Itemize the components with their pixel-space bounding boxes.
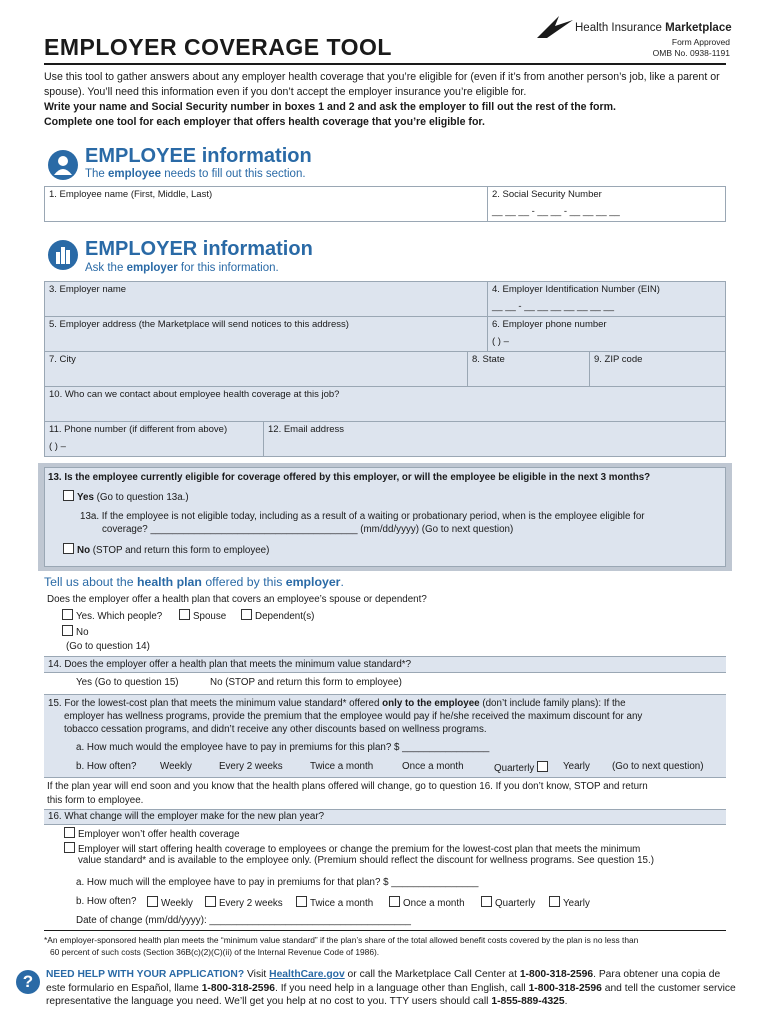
dependents-option[interactable]: Dependent(s) (241, 609, 314, 622)
employee-section-title: EMPLOYEE information (85, 145, 312, 167)
marketplace-swoosh-icon (535, 12, 575, 42)
q15b-label: b. How often? (76, 761, 137, 772)
q15-line2: employer has wellness programs, provide the premium that the employee would pay if he/she received the maximum discount for any (64, 711, 643, 722)
q15b-next: (Go to next question) (612, 761, 704, 772)
checkbox-icon[interactable] (179, 609, 190, 620)
q16-question: 16. What change will the employer make for the new plan year? (48, 811, 325, 822)
checkbox-icon[interactable] (549, 896, 560, 907)
logo-text: Health Insurance Marketplace (575, 22, 732, 34)
help-text: NEED HELP WITH YOUR APPLICATION? Visit HealthCare.gov or call the Marketplace Call Center at 1-800-318-2596. Para obtener una copia de este formulario en Español, llame 1-800-318-2596. If you need help in a language other than English, call 1-800-318-2596 and tell the customer service representative the language you need. We’ll get you help at no cost to you. TTY users should call 1-855-889-4325. (46, 969, 736, 1007)
q16a[interactable]: a. How much will the employee have to pay in premiums for that plan? $ ________________ (76, 877, 479, 888)
date-of-change[interactable]: Date of change (mm/dd/yyyy): _____________________________________ (76, 915, 411, 926)
q15b-quarterly[interactable]: Quarterly (494, 761, 551, 774)
field-zip[interactable]: 9. ZIP code (589, 351, 726, 387)
checkbox-icon[interactable] (63, 543, 74, 554)
field-employee-name[interactable]: 1. Employee name (First, Middle, Last) (44, 186, 488, 222)
employer-icon (48, 240, 78, 270)
q16b-label: b. How often? (76, 896, 137, 907)
checkbox-icon[interactable] (481, 896, 492, 907)
q16-opt1[interactable]: Employer won’t offer health coverage (64, 827, 240, 840)
q13a-line2[interactable]: coverage? ______________________________________ (mm/dd/yyyy) (Go to next question) (102, 524, 514, 535)
employer-section-subtitle: Ask the employer for this information. (85, 262, 279, 274)
field-email[interactable]: 12. Email address (263, 421, 726, 457)
spouse-option[interactable]: Spouse (179, 609, 226, 622)
q16b-every2[interactable]: Every 2 weeks (205, 896, 283, 909)
intro-p3: Complete one tool for each employer that offers health coverage that you’re eligible for. (44, 116, 485, 128)
end-note-1: If the plan year will end soon and you know that the health plans offered will change, go to question 16. If you don’t know, STOP and return (47, 781, 648, 792)
q-dependents: Does the employer offer a health plan that covers an employee’s spouse or dependent? (47, 594, 427, 605)
omb-number: OMB No. 0938-1191 (652, 48, 730, 58)
q16-opt2[interactable]: Employer will start offering health coverage to employees or change the premium for the lowest-cost plan that meets the minimum (64, 842, 640, 855)
checkbox-icon[interactable] (296, 896, 307, 907)
checkbox-icon[interactable] (64, 827, 75, 838)
field-city[interactable]: 7. City (44, 351, 468, 387)
q15-line1: 15. For the lowest-cost plan that meets the minimum value standard* offered only to the employee (don’t include family plans): If the (48, 698, 626, 709)
checkbox-icon[interactable] (62, 609, 73, 620)
q16b-quarterly[interactable]: Quarterly (481, 896, 535, 909)
form-approved: Form Approved (671, 37, 730, 47)
checkbox-icon[interactable] (389, 896, 400, 907)
q15b-once[interactable]: Once a month (402, 761, 464, 772)
field-ein[interactable]: 4. Employer Identification Number (EIN) __ __ - __ __ __ __ __ __ __ (487, 281, 726, 317)
marketplace-logo (535, 12, 730, 60)
field-employer-phone[interactable]: 6. Employer phone number ( ) – (487, 316, 726, 352)
field-employer-name[interactable]: 3. Employer name (44, 281, 488, 317)
footnote-line2: 60 percent of such costs (Section 36B(c)(2)(C)(ii) of the Internal Revenue Code of 1986). (50, 947, 380, 957)
q15b-weekly[interactable]: Weekly (160, 761, 192, 772)
employee-icon (48, 150, 78, 180)
intro-p2: Write your name and Social Security number in boxes 1 and 2 and ask the employer to fill out the rest of the form. (44, 101, 616, 113)
q15a[interactable]: a. How much would the employee have to pay in premiums for this plan? $ ________________ (76, 742, 490, 753)
field-employer-address[interactable]: 5. Employer address (the Marketplace will send notices to this address) (44, 316, 488, 352)
intro-text (44, 70, 728, 130)
q15b-every2[interactable]: Every 2 weeks (219, 761, 283, 772)
employer-section-title: EMPLOYER information (85, 238, 313, 260)
field-ssn[interactable]: 2. Social Security Number __ __ __ - __ __ - __ __ __ __ (487, 186, 726, 222)
q16-opt2-line2: value standard* and is available to the employee only. (Premium should reflect the discount for wellness programs. See question 15.) (78, 855, 654, 866)
q16b-weekly[interactable]: Weekly (147, 896, 193, 909)
healthcare-link[interactable]: HealthCare.gov (269, 969, 345, 980)
q14-no[interactable]: No (STOP and return this form to employee) (210, 677, 402, 688)
q15b-twice[interactable]: Twice a month (310, 761, 374, 772)
checkbox-icon[interactable] (537, 761, 548, 772)
checkbox-icon[interactable] (241, 609, 252, 620)
q13-question: 13. Is the employee currently eligible for coverage offered by this employer, or will the employee be eligible in the next 3 months? (48, 472, 651, 483)
omb-info (653, 37, 730, 59)
q13a-line1: 13a. If the employee is not eligible today, including as a result of a waiting or probationary period, when is the employee eligible for (80, 511, 645, 522)
footnote-line1: *An employer-sponsored health plan meets the “minimum value standard” if the plan’s share of the total allowed benefit costs covered by the plan is no less than (44, 935, 639, 945)
plan-heading: Tell us about the health plan offered by this employer. (44, 575, 344, 589)
dep-no-option[interactable]: No (62, 625, 89, 638)
field-state[interactable]: 8. State (467, 351, 590, 387)
q14-yes[interactable]: Yes (Go to question 15) (76, 677, 179, 688)
intro-p1: Use this tool to gather answers about any employer health coverage that you’re eligible for (even if it’s from another person’s job, like a parent or spouse). You’ll need this information even if you don’t accept the employer insurance you’re eligible for. (44, 71, 720, 98)
checkbox-icon[interactable] (63, 490, 74, 501)
checkbox-icon[interactable] (62, 625, 73, 636)
help-question-icon: ? (16, 970, 40, 994)
q13-yes-option[interactable]: Yes (Go to question 13a.) (63, 490, 189, 503)
q16b-twice[interactable]: Twice a month (296, 896, 373, 909)
employee-section-subtitle: The employee needs to fill out this section. (85, 168, 306, 180)
checkbox-icon[interactable] (205, 896, 216, 907)
checkbox-icon[interactable] (147, 896, 158, 907)
end-note-2: this form to employee. (47, 795, 144, 806)
dep-yes-option[interactable]: Yes. Which people? (62, 609, 162, 622)
footnote-rule (44, 930, 726, 931)
q15b-yearly[interactable]: Yearly (563, 761, 590, 772)
checkbox-icon[interactable] (64, 842, 75, 853)
field-contact[interactable]: 10. Who can we contact about employee health coverage at this job? (44, 386, 726, 422)
title-rule (44, 63, 726, 65)
field-contact-phone[interactable]: 11. Phone number (if different from above) ( ) – (44, 421, 264, 457)
q15-line3: tobacco cessation programs, and didn’t receive any other discounts based on wellness programs. (64, 724, 487, 735)
q16b-yearly[interactable]: Yearly (549, 896, 590, 909)
q13-no-option[interactable]: No (STOP and return this form to employee) (63, 543, 269, 556)
page-title: EMPLOYER COVERAGE TOOL (44, 34, 392, 60)
q16b-once[interactable]: Once a month (389, 896, 465, 909)
goto-14: (Go to question 14) (66, 641, 150, 652)
q14-question: 14. Does the employer offer a health plan that meets the minimum value standard*? (48, 659, 412, 670)
